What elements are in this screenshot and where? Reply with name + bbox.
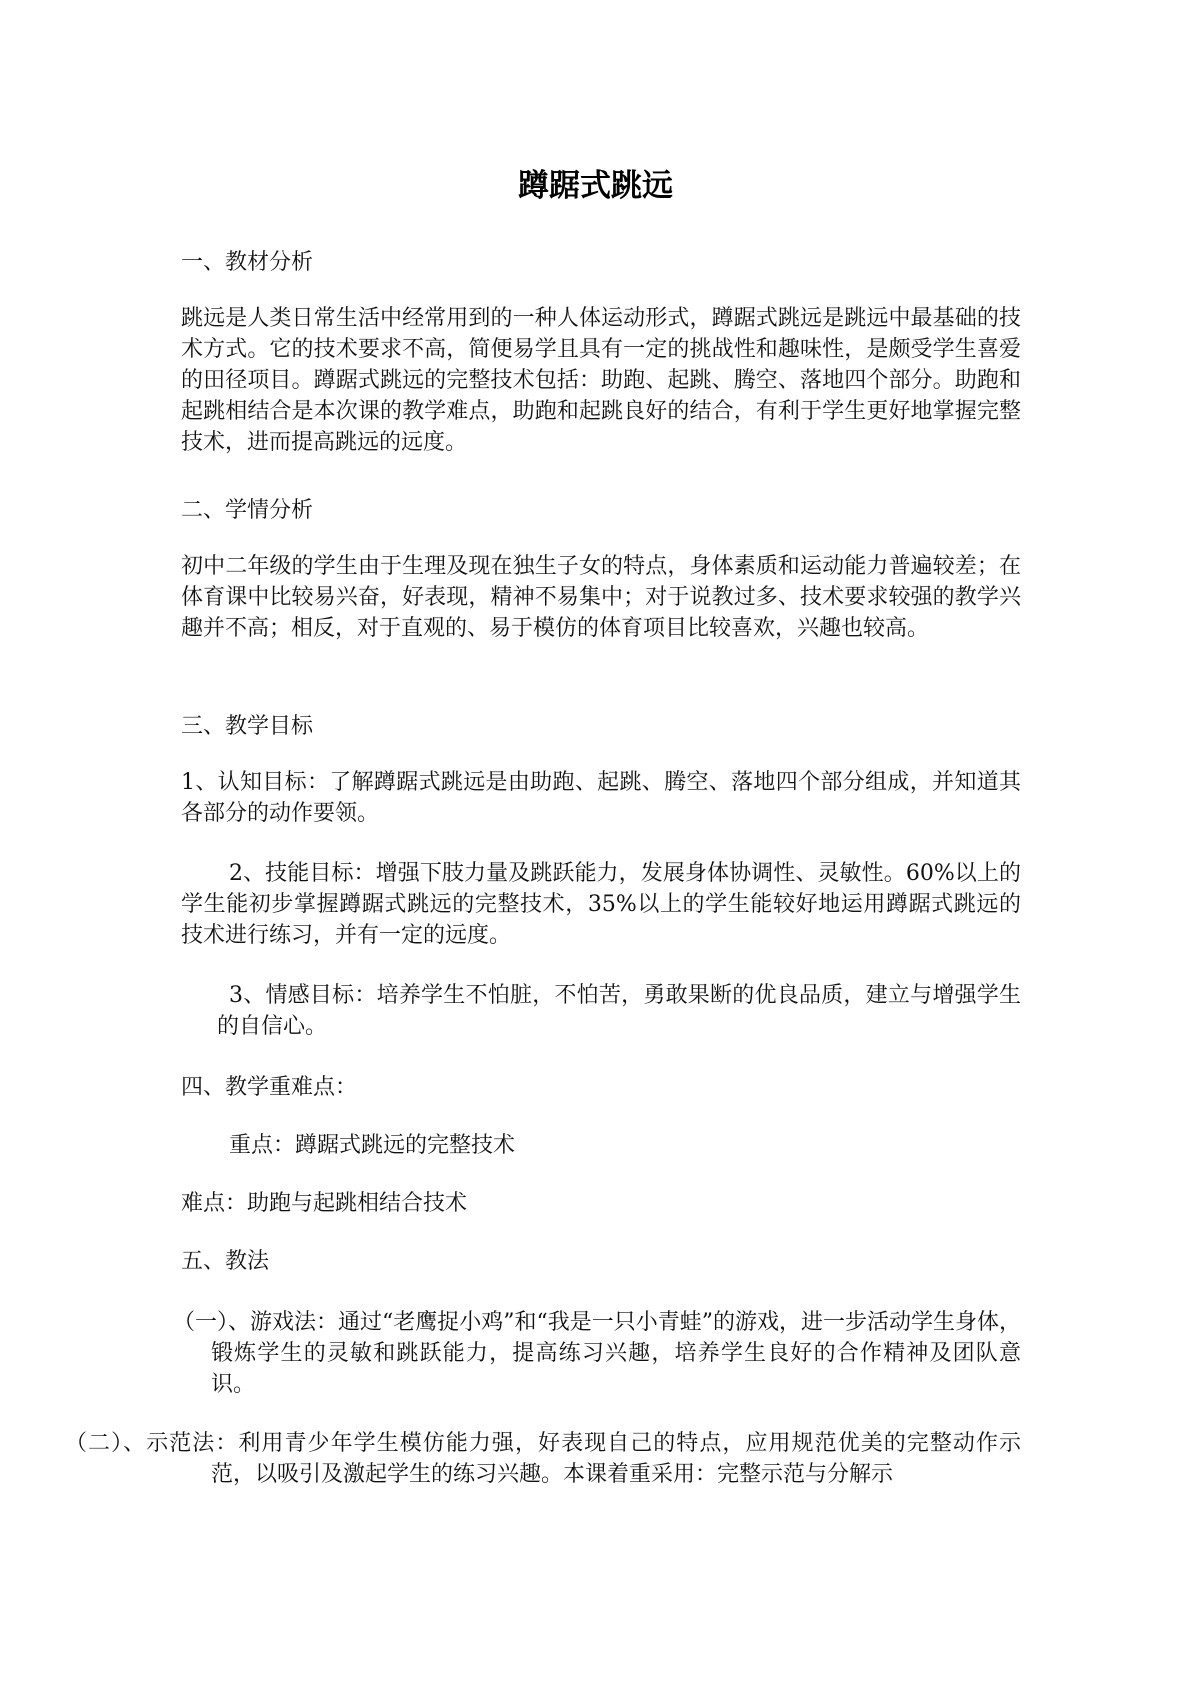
section-heading-student-analysis: 二、学情分析 [181,498,314,523]
method-demonstration: （二）、示范法：利用青少年学生模仿能力强，好表现自己的特点，应用规范优美的完整动作示范，以吸引及激起学生的练习兴趣。本课着重采用：完整示范与分解示 [65,1431,1021,1487]
goal-affective: 3、情感目标：培养学生不怕脏，不怕苦，勇敢果断的优良品质，建立与增强学生的自信心。 [217,983,1021,1039]
section-body-student-analysis: 初中二年级的学生由于生理及现在独生子女的特点，身体素质和运动能力普遍较差；在体育课中比较易兴奋，好表现，精神不易集中；对于说教过多、技术要求较强的教学兴趣并不高；相反，对于直观的、易于模仿的体育项目比较喜欢，兴趣也较高。 [181,554,1021,641]
section-heading-textbook-analysis: 一、教材分析 [181,250,314,275]
goal-cognitive: 1、认知目标：了解蹲踞式跳远是由助跑、起跳、腾空、落地四个部分组成，并知道其各部分的动作要领。 [181,770,1021,826]
method-game: （一）、游戏法：通过“老鹰捉小鸡”和“我是一只小青蛙”的游戏，进一步活动学生身体，锻炼学生的灵敏和跳跃能力，提高练习兴趣，培养学生良好的合作精神及团队意识。 [173,1310,1021,1397]
section-heading-teaching-methods: 五、教法 [181,1249,270,1274]
goal-skill: 2、技能目标：增强下肢力量及跳跃能力，发展身体协调性、灵敏性。60%以上的学生能初步掌握蹲踞式跳远的完整技术，35%以上的学生能较好地运用蹲踞式跳远的技术进行练习，并有一定的远度。 [181,861,1021,948]
section-body-textbook-analysis: 跳远是人类日常生活中经常用到的一种人体运动形式，蹲踞式跳远是跳远中最基础的技术方式。它的技术要求不高，简便易学且具有一定的挑战性和趣味性，是颇受学生喜爱的田径项目。蹲踞式跳远的完整技术包括：助跑、起跳、腾空、落地四个部分。助跑和起跳相结合是本次课的教学难点，助跑和起跳良好的结合，有利于学生更好地掌握完整技术，进而提高跳远的远度。 [181,306,1021,455]
key-point: 重点：蹲踞式跳远的完整技术 [229,1133,516,1158]
section-heading-key-points: 四、教学重难点： [181,1075,358,1100]
difficult-point: 难点：助跑与起跳相结合技术 [181,1191,468,1216]
section-heading-teaching-goals: 三、教学目标 [181,714,314,739]
document-title: 蹲踞式跳远 [518,168,673,204]
